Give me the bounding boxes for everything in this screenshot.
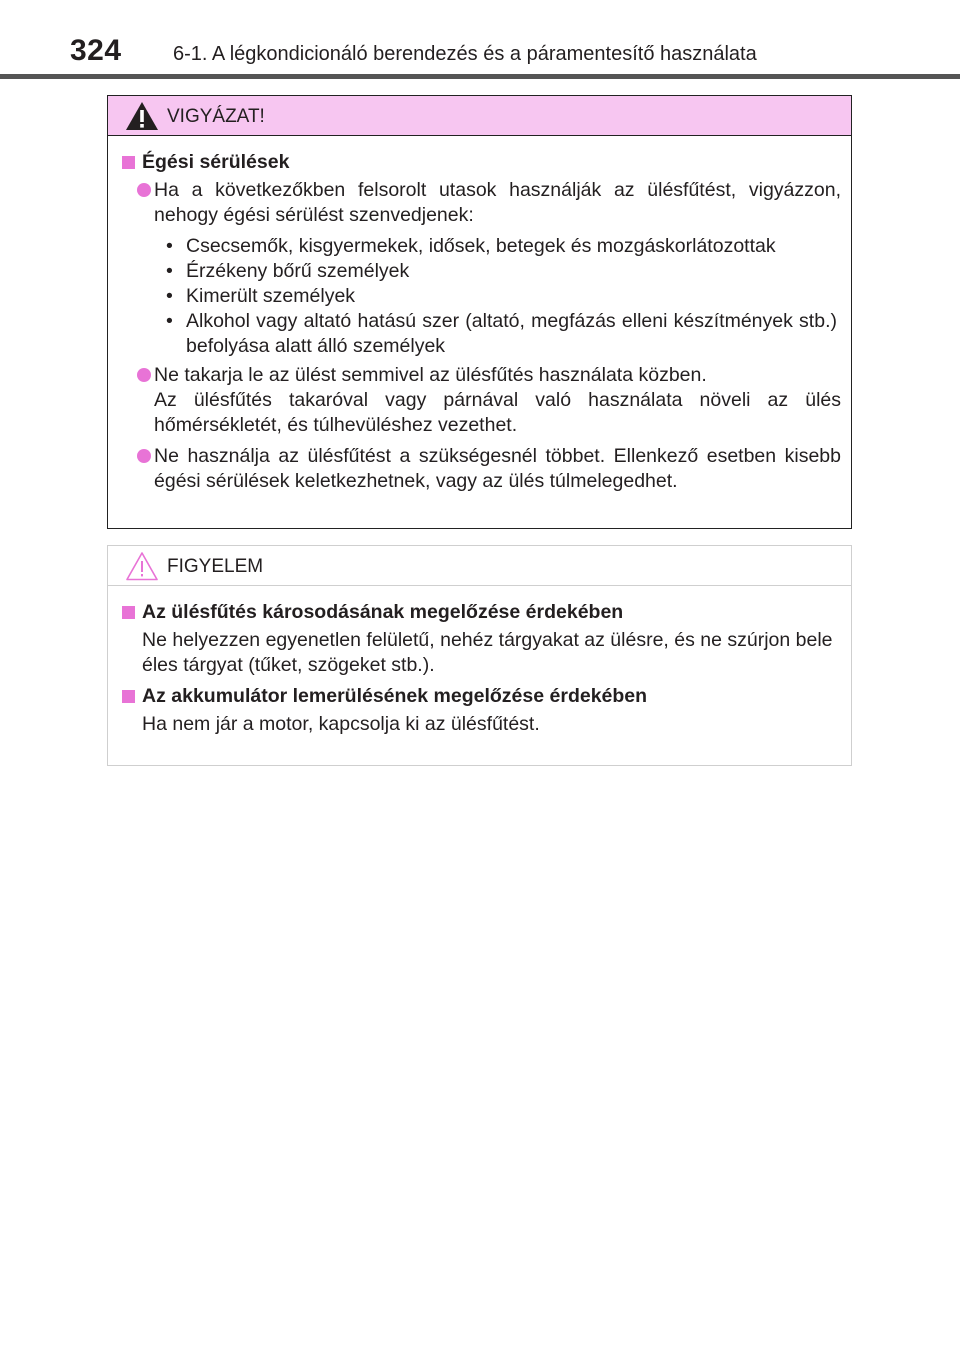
notice-heading-1 xyxy=(122,600,841,625)
square-bullet-icon xyxy=(122,606,135,619)
square-bullet-icon xyxy=(122,156,135,169)
page-number: 324 xyxy=(70,34,122,67)
notice-box xyxy=(107,545,852,766)
list-item: • Érzékeny bőrű személyek xyxy=(166,260,410,282)
square-bullet-icon xyxy=(122,690,135,703)
warning-bullet-2-text: Ne takarja le az ülést semmivel az ülésfűtés használata közben. xyxy=(154,364,707,386)
warning-body xyxy=(108,136,851,494)
round-bullet-icon xyxy=(137,183,151,197)
notice-heading-2 xyxy=(122,684,841,709)
notice-text-1: Ne helyezzen egyenetlen felületű, nehéz tárgyakat az ülésre, és ne szúrjon bele éles tárgyat (tűket, szögeket stb.). xyxy=(142,629,833,676)
list-item: • Csecsemők, kisgyermekek, idősek, betegek és mozgáskorlátozottak xyxy=(166,235,776,257)
header-rule xyxy=(0,74,960,79)
notice-text-2: Ha nem jár a motor, kapcsolja ki az ülésfűtést. xyxy=(142,713,540,735)
notice-box-header xyxy=(108,546,851,586)
warning-sublist xyxy=(154,234,841,359)
warning-heading-text: Égési sérülések xyxy=(142,151,290,173)
notice-body xyxy=(108,586,851,737)
list-item: • Kimerült személyek xyxy=(166,285,356,307)
warning-bullet-3-text: Ne használja az ülésfűtést a szükségesnél többet. Ellenkező esetben kisebb égési sérülések keletkezhetnek, vagy az ülés túlmelegedhet. xyxy=(154,445,841,492)
warning-bullet-2-continuation: Az ülésfűtés takaróval vagy párnával való használata növeli az ülés hőmérsékletét, és túlhevüléshez vezethet. xyxy=(154,389,841,436)
warning-label: VIGYÁZAT! xyxy=(167,106,265,127)
round-bullet-icon xyxy=(137,449,151,463)
warning-box-header xyxy=(108,96,851,136)
warning-heading xyxy=(122,150,841,175)
warning-bullet-2 xyxy=(122,363,841,438)
notice-label: FIGYELEM xyxy=(167,556,264,577)
warning-box xyxy=(107,95,852,529)
warning-triangle-icon xyxy=(125,101,159,131)
running-head: 6-1. A légkondicionáló berendezés és a páramentesítő használata xyxy=(173,43,757,65)
notice-heading-1-text: Az ülésfűtés károsodásának megelőzése érdekében xyxy=(142,601,624,623)
notice-heading-2-text: Az akkumulátor lemerülésének megelőzése érdekében xyxy=(142,685,648,707)
round-bullet-icon xyxy=(137,368,151,382)
list-item: • Alkohol vagy altató hatású szer (altató, megfázás elleni készítmények stb.) befolyása alatt álló személyek xyxy=(166,310,837,357)
warning-bullet-1 xyxy=(122,178,841,228)
warning-bullet-3 xyxy=(122,444,841,494)
warning-bullet-1-text: Ha a következőkben felsorolt utasok használják az ülésfűtést, vigyázzon, nehogy égési sérülést szenvedjenek: xyxy=(154,179,841,226)
caution-triangle-outline-icon xyxy=(125,551,159,581)
